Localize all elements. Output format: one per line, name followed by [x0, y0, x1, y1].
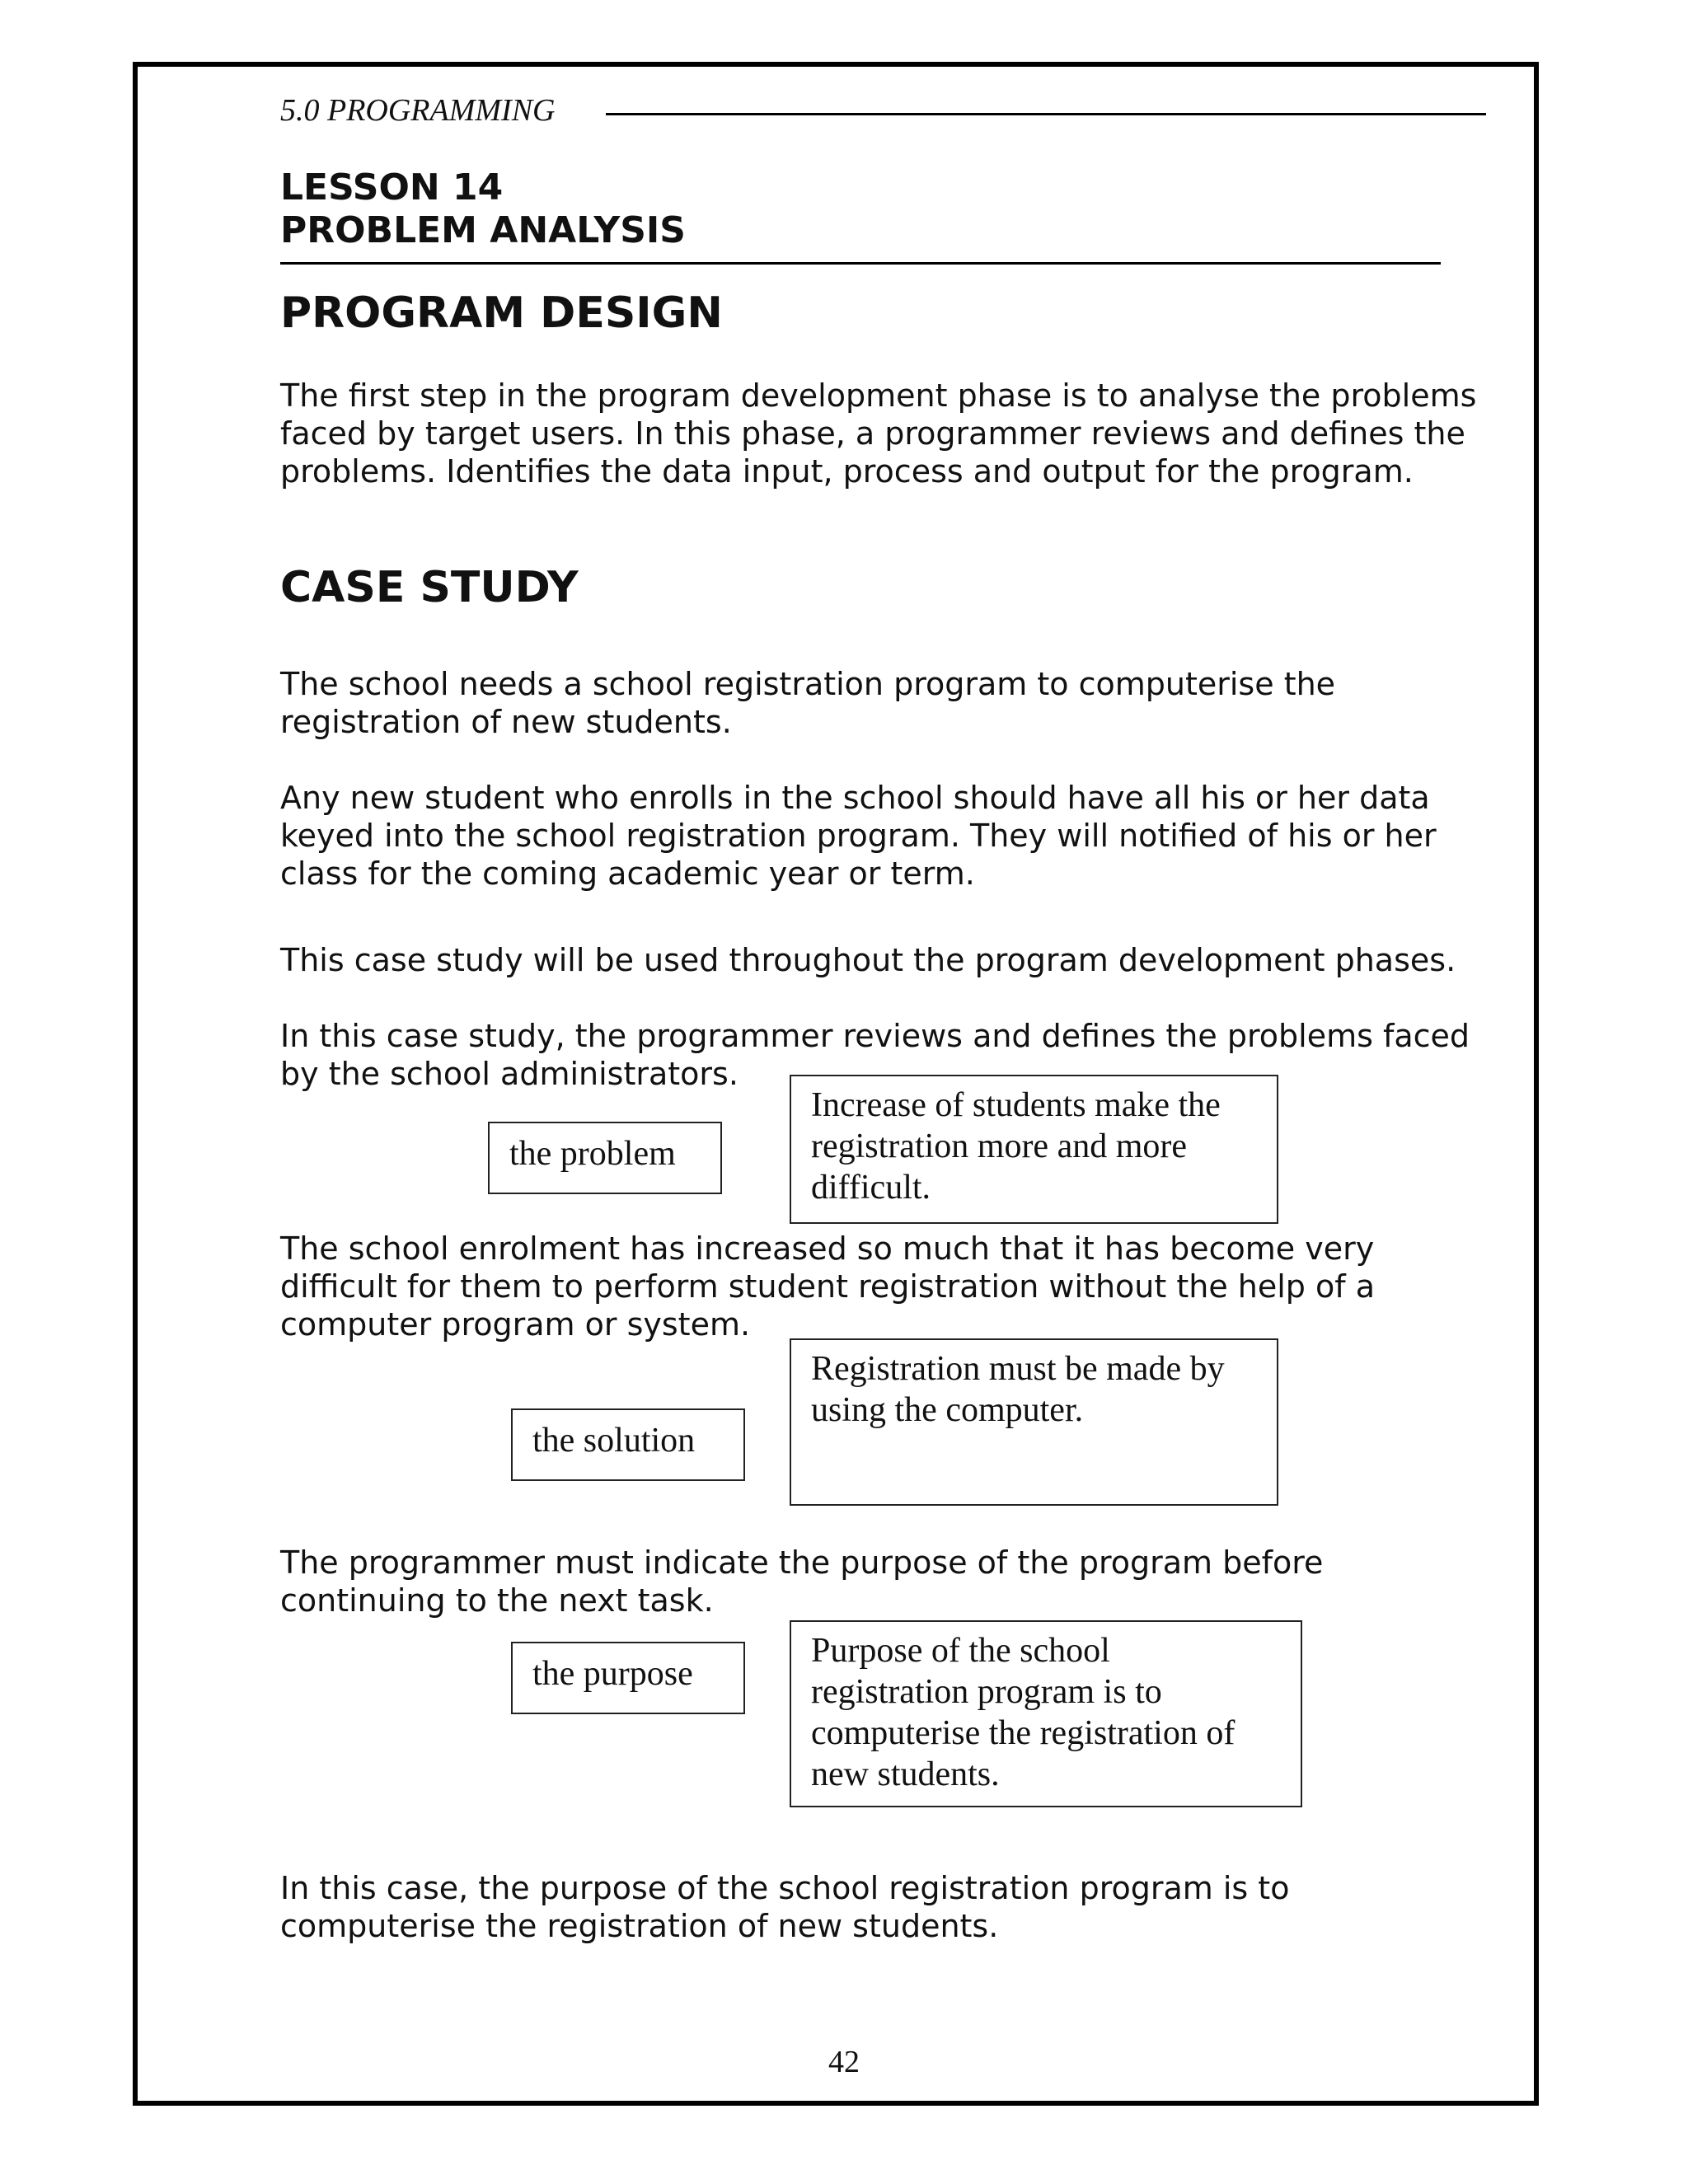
lesson-title-block — [280, 166, 686, 252]
lesson-title: PROBLEM ANALYSIS — [280, 209, 686, 251]
program-design-paragraph: The first step in the program development phase is to analyse the problems faced by target users. In this phase, a programmer reviews and defines the problems. Identifies the data input, process and output for the program. — [280, 377, 1477, 490]
case-study-paragraph-2: Any new student who enrolls in the school should have all his or her data keyed into the school registration program. They will notified of his or her class for the coming academic year or term. — [280, 780, 1437, 892]
purpose-description-box: Purpose of the school registration program is to computerise the registration of new students. — [790, 1620, 1302, 1807]
case-study-paragraph-4: In this case study, the programmer reviews and defines the problems faced by the school administrators. — [280, 1018, 1470, 1092]
header-rule — [606, 113, 1486, 115]
case-study-paragraph-7: In this case, the purpose of the school registration program is to computerise the registration of new students. — [280, 1870, 1290, 1944]
lesson-rule — [280, 262, 1441, 265]
case-study-paragraph-6: The programmer must indicate the purpose of the program before continuing to the next task. — [280, 1544, 1324, 1619]
lesson-number: LESSON 14 — [280, 166, 504, 209]
case-study-paragraph-1: The school needs a school registration program to computerise the registration of new students. — [280, 666, 1336, 740]
purpose-label-box: the purpose — [511, 1642, 745, 1714]
page-number: 42 — [828, 2045, 860, 2079]
case-study-paragraph-5: The school enrolment has increased so much that it has become very difficult for them to perform student registration without the help of a computer program or system. — [280, 1230, 1375, 1343]
problem-description-box: Increase of students make the registration more and more difficult. — [790, 1075, 1278, 1224]
running-header: 5.0 PROGRAMMING — [280, 93, 556, 128]
case-study-heading: CASE STUDY — [280, 563, 579, 612]
solution-label-box: the solution — [511, 1408, 745, 1481]
solution-description-box: Registration must be made by using the computer. — [790, 1338, 1278, 1506]
program-design-heading: PROGRAM DESIGN — [280, 288, 723, 338]
problem-label-box: the problem — [488, 1122, 722, 1194]
case-study-paragraph-3: This case study will be used throughout the program development phases. — [280, 942, 1456, 978]
